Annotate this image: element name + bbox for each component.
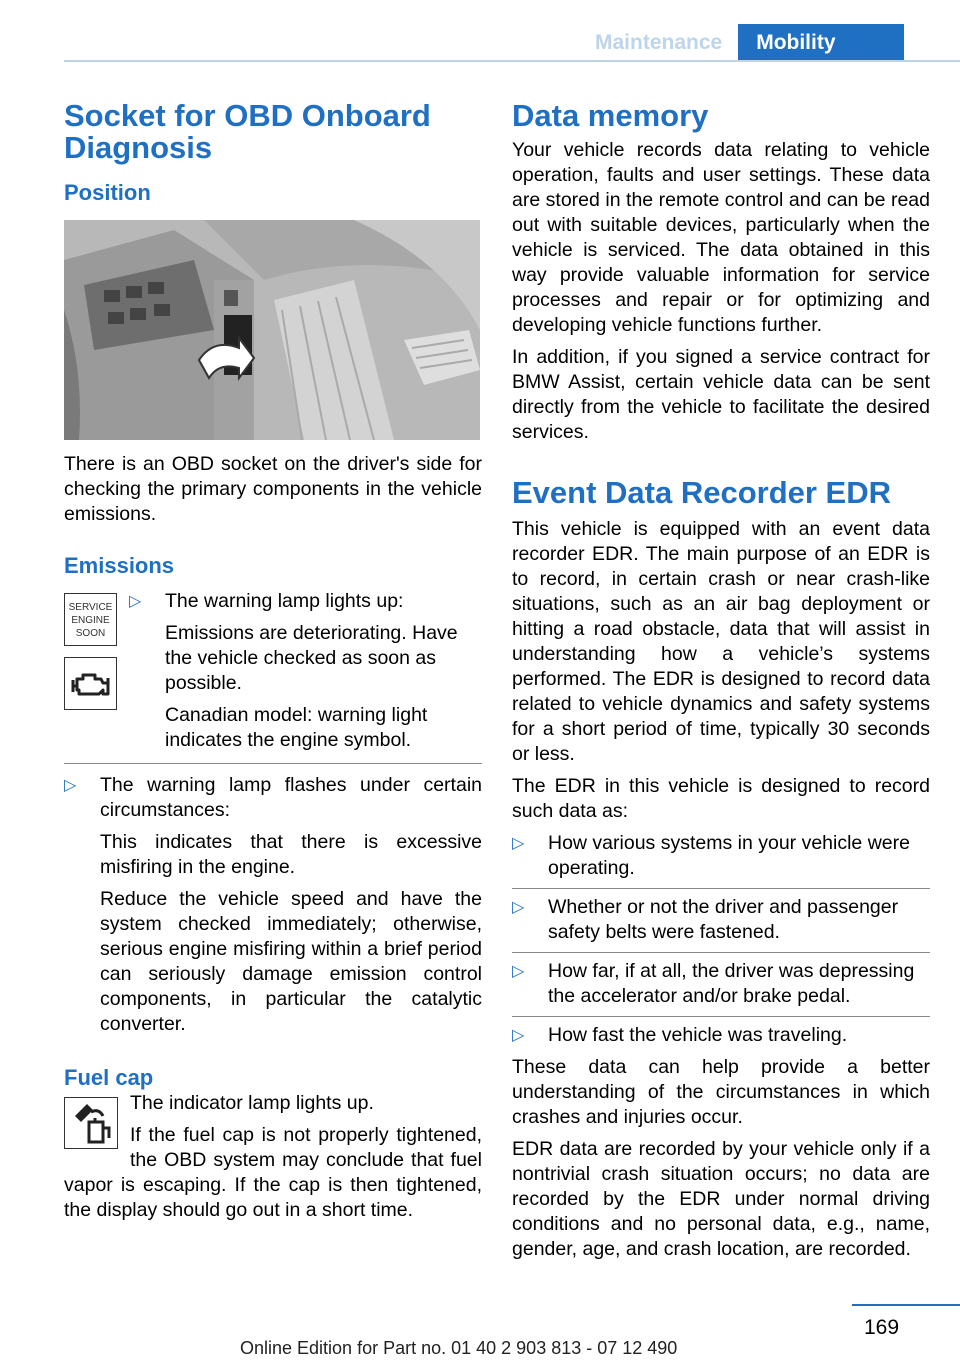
edr-para-2: The EDR in this vehicle is designed to record such data as:: [512, 775, 930, 822]
right-column: [512, 100, 930, 1269]
bullet-triangle-icon: ▷: [64, 777, 77, 794]
emissions-bullet-1-para-2: Canadian model: warning light indicates the engine symbol.: [165, 704, 428, 751]
position-text: There is an OBD socket on the driver's side for checking the primary components in the vehicle emissions.: [64, 453, 482, 525]
edr-para-1: This vehicle is equipped with an event data recorder EDR. The main purpose of an EDR is to record, in certain crash or near crash-like situations, such as an air bag deployment or hitting a road obstacle, data that will assist in understanding how a vehicle’s systems performed. The EDR is designed to record data related to vehicle dynamics and safety systems for a short period of time, typically 30 seconds or less.: [512, 518, 930, 765]
fuel-cap-heading: Fuel cap: [64, 1065, 154, 1090]
service-icon-line1: SERVICE: [68, 602, 113, 613]
chapter-tabs: [579, 24, 904, 61]
service-icon-line2: ENGINE: [71, 615, 110, 626]
edr-bullet-2-text: Whether or not the driver and passenger safety belts were fastened.: [548, 896, 899, 943]
footer-rule: [852, 1304, 960, 1306]
obd-socket-photo: [64, 220, 480, 440]
edr-bullet-1: [512, 831, 930, 881]
emissions-warning-block: [64, 589, 482, 753]
check-engine-icon: [64, 657, 117, 710]
header-rule: [64, 60, 960, 62]
service-engine-soon-icon: [64, 593, 117, 646]
edr-title: Event Data Recorder EDR: [512, 475, 892, 510]
tab-maintenance[interactable]: Maintenance: [595, 31, 723, 54]
fuel-cap-para-2: If the fuel cap is not properly tightened, the OBD system may conclude that fuel vapor is escaping. If the cap is then tightened, the display should go out in a short time.: [64, 1124, 482, 1221]
divider: [512, 1016, 930, 1017]
edr-para-3: These data can help provide a better understanding of the circumstances in which crashes and injuries occur.: [512, 1056, 930, 1128]
emissions-bullet-2-para-2: Reduce the vehicle speed and have the system checked immediately; otherwise, serious engine misfiring within a brief period can seriously damage emission control components, in particular the catalytic converter.: [100, 888, 482, 1035]
emissions-bullet-2-para-1: This indicates that there is excessive misfiring in the engine.: [100, 831, 482, 878]
position-heading: Position: [64, 180, 151, 205]
left-column: [64, 100, 482, 1230]
emissions-bullet-2-label: The warning lamp flashes under certain circumstances:: [100, 774, 482, 821]
data-memory-para-2: In addition, if you signed a service contract for BMW Assist, certain vehicle data can be sent directly from the vehicle to facilitate the desired services.: [512, 346, 930, 443]
edr-bullet-4: [512, 1023, 930, 1048]
obd-title: Socket for OBD Onboard Diagnosis: [64, 98, 431, 165]
fuel-cap-icon: [64, 1097, 118, 1149]
bullet-triangle-icon: ▷: [512, 963, 525, 980]
edr-bullet-1-text: How various systems in your vehicle were operating.: [548, 832, 910, 879]
service-icon-line3: SOON: [75, 628, 106, 639]
fuel-cap-block: [64, 1091, 482, 1223]
bullet-triangle-icon: ▷: [512, 899, 525, 916]
emissions-bullet-2: [64, 773, 482, 1037]
fuel-cap-para-1: The indicator lamp lights up.: [130, 1092, 374, 1114]
bullet-triangle-icon: ▷: [129, 593, 142, 610]
emissions-bullet-1: [129, 589, 482, 753]
edition-line: Online Edition for Part no. 01 40 2 903 813 - 07 12 490: [240, 1338, 678, 1358]
data-memory-para-1: Your vehicle records data relating to vehicle operation, faults and user settings. These data are stored in the remote control and can be read out with suitable devices, particularly when the vehicle is serviced. The data obtained in this way provide valuable information for service processes and repair or for optimizing and developing vehicle functions further.: [512, 139, 930, 336]
emissions-bullet-1-label: The warning lamp lights up:: [165, 590, 404, 612]
data-memory-title: Data memory: [512, 98, 709, 133]
edr-bullet-3-text: How far, if at all, the driver was depressing the accelerator and/or brake pedal.: [548, 960, 915, 1007]
edr-para-4: EDR data are recorded by your vehicle only if a nontrivial crash situation occurs; no data are recorded by the EDR under normal driving conditions and no personal data, e.g., name, gender, age, and crash location, are recorded.: [512, 1138, 930, 1260]
emissions-heading: Emissions: [64, 553, 175, 578]
emissions-bullet-1-para-1: Emissions are deteriorating. Have the vehicle checked as soon as possible.: [165, 622, 458, 694]
page-number: 169: [864, 1316, 900, 1339]
tab-mobility[interactable]: Mobility: [738, 24, 904, 61]
bullet-triangle-icon: ▷: [512, 835, 525, 852]
edr-bullet-3: [512, 959, 930, 1009]
divider: [512, 888, 930, 889]
divider: [512, 952, 930, 953]
edr-bullet-2: [512, 895, 930, 945]
edr-bullet-4-text: How fast the vehicle was traveling.: [548, 1024, 848, 1046]
divider: [64, 763, 482, 764]
bullet-triangle-icon: ▷: [512, 1027, 525, 1044]
